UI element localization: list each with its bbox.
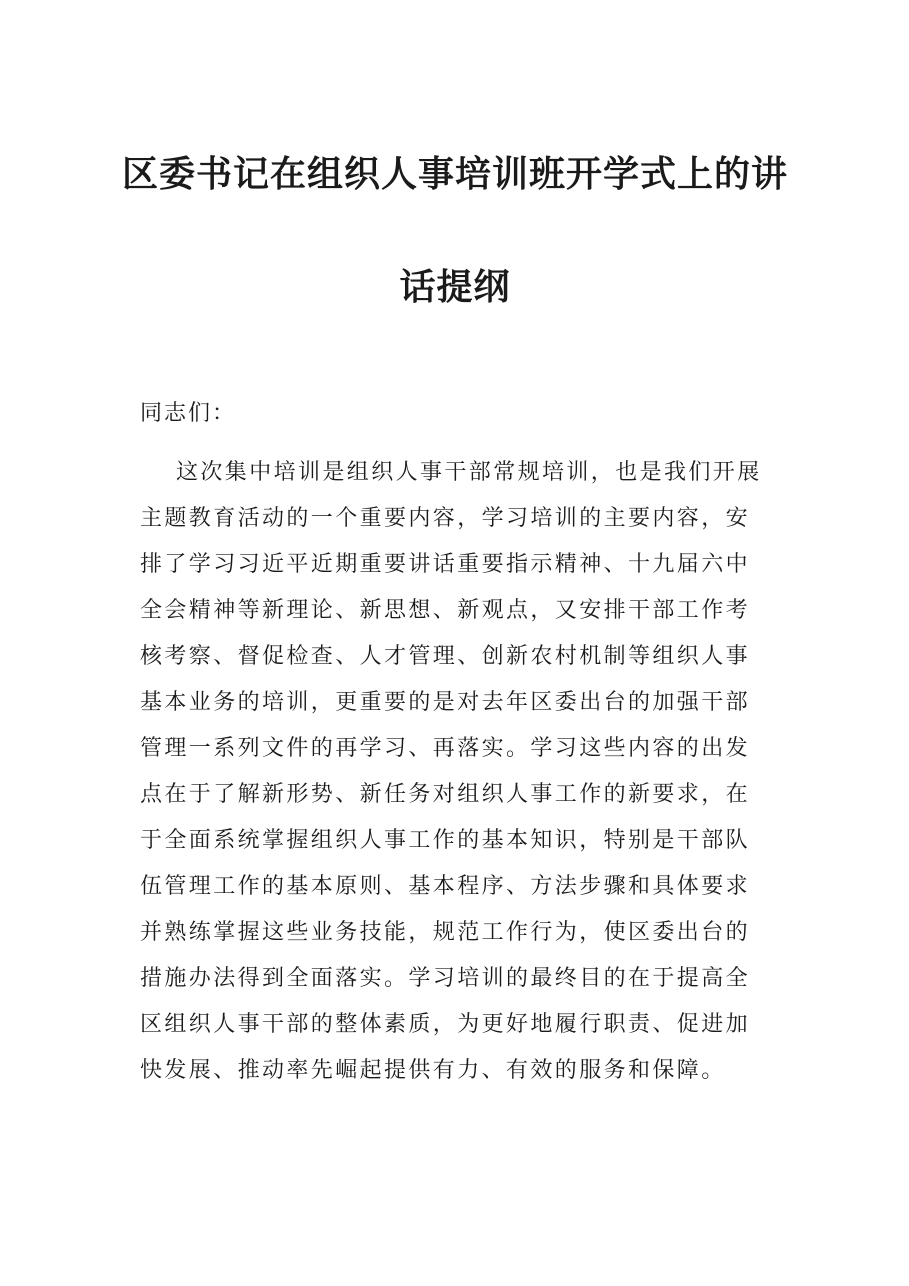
paragraph-line: 并熟练掌握这些业务技能，规范工作行为，使区委出台的: [140, 920, 751, 945]
paragraph-line: 措施办法得到全面落实。学习培训的最终目的在于提高全: [140, 966, 751, 991]
paragraph-line: 全会精神等新理论、新思想、新观点，又安排干部工作考: [140, 598, 751, 623]
paragraph-line: 伍管理工作的基本原则、基本程序、方法步骤和具体要求: [140, 874, 751, 899]
paragraph-line: 点在于了解新形势、新任务对组织人事工作的新要求，在: [140, 782, 751, 807]
paragraph-line: 管理一系列文件的再学习、再落实。学习这些内容的出发: [140, 736, 751, 761]
salutation: 同志们：: [140, 401, 237, 426]
paragraph-line: 主题教育活动的一个重要内容，学习培训的主要内容，安: [140, 506, 751, 531]
paragraph-line: 基本业务的培训，更重要的是对去年区委出台的加强干部: [140, 690, 751, 715]
paragraph-line: 核考察、督促检查、人才管理、创新农村机制等组织人事: [140, 644, 751, 669]
paragraph-line: 这次集中培训是组织人事干部常规培训，也是我们开展: [176, 460, 762, 485]
document-title-line-1: 区委书记在组织人事培训班开学式上的讲: [121, 153, 788, 195]
body-paragraph: [140, 450, 780, 1094]
paragraph-line: 区组织人事干部的整体素质，为更好地履行职责、促进加: [140, 1012, 751, 1037]
document-title-line-2: 话提纲: [399, 266, 511, 308]
paragraph-line: 快发展、推动率先崛起提供有力、有效的服务和保障。: [140, 1058, 726, 1083]
paragraph-line: 于全面系统掌握组织人事工作的基本知识，特别是干部队: [140, 828, 751, 853]
paragraph-line: 排了学习习近平近期重要讲话重要指示精神、十九届六中: [140, 552, 751, 577]
